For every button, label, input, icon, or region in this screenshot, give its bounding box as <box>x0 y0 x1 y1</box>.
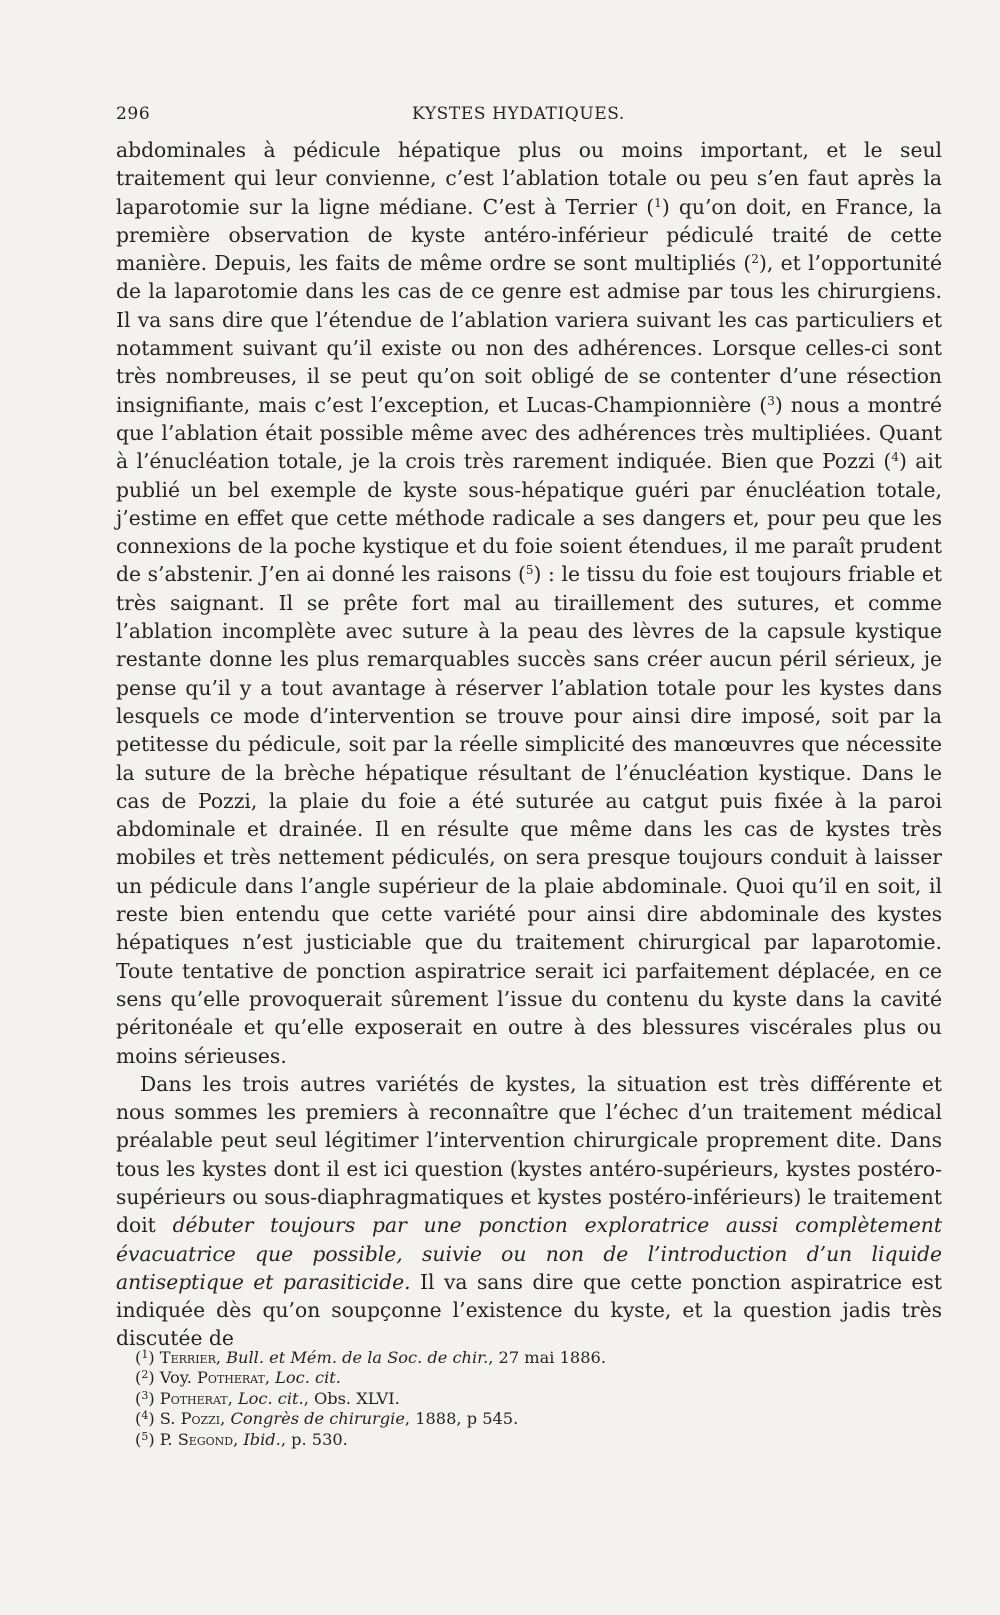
footnote-ref: 4 <box>891 450 899 465</box>
text-run: ), et l’opportunité de la laparotomie dans les cas de ce genre est admise par tous les chirurgiens. Il va sans dire que l’étendue de l’ablation variera suivant les cas particuliers et notamment suivant qu’il existe ou non des adhérences. Lorsque celles-ci sont très nombreuses, il se peut qu’on soit obligé de se contenter d’une résection insignifiante, mais c’est l’exception, et Lucas-Championnière ( <box>116 251 942 417</box>
footnote-separator: , <box>227 1388 238 1408</box>
page-number: 296 <box>116 104 151 124</box>
text-run: ) ait publié un bel exemple de kyste sous-hépatique guéri par énucléation totale, j’estime en effet que cette méthode radicale a ses dangers et, pour peu que les connexions de la poche kystique et du foie soient étendues, il me paraît prudent de s’abstenir. J’en ai donné les raisons ( <box>116 449 942 587</box>
footnote-author: Terrier <box>159 1348 216 1367</box>
footnote-ref: 2 <box>751 252 759 267</box>
footnote-5: ($^5$) P. Segond, Ibid., p. 530. <box>135 1429 348 1449</box>
footnote-rest: , 27 mai 1886. <box>488 1348 606 1367</box>
footnote-number: 2 <box>141 1368 149 1382</box>
paragraph-1 <box>116 136 942 1070</box>
footnote-author: Potherat <box>197 1368 265 1388</box>
footnote-reference: Loc. cit. <box>237 1388 304 1408</box>
body-text <box>116 136 942 1353</box>
footnote-separator: , <box>215 1348 227 1367</box>
footnote-reference: Congrès de chirurgie <box>230 1409 405 1429</box>
text-run: Il va sans dire que cette ponction aspiratrice est indiquée dès qu’on soupçonne l’existence du kyste, et la question jadis très discutée de <box>116 1269 942 1351</box>
footnote-separator: , <box>220 1409 231 1429</box>
footnote-ref: 1 <box>654 195 662 210</box>
footnote-author: Segond <box>177 1429 234 1449</box>
footnote-prefix: Voy. <box>159 1368 198 1388</box>
text-run: abdominales à pédicule hépatique plus ou moins important, et le seul traitement qui leur convienne, c’est l’ablation totale ou peu s’en faut après la laparotomie sur la ligne médiane. C’est à Terrier ( <box>116 138 942 219</box>
text-run: Dans les trois autres variétés de kystes, la situation est très différente et nous sommes les premiers à reconnaître que l’échec d’un traitement médical préalable peut seul légitimer l’intervention chirurgicale proprement dite. Dans tous les kystes dont il est ici question (kystes antéro-supérieurs, kystes postéro-supérieurs ou sous-diaphragmatiques et kystes postéro-inférieurs) le traitement doit <box>116 1071 942 1238</box>
footnote-number: 1 <box>141 1348 149 1361</box>
footnote-1: ($^1$) Terrier, Bull. et Mém. de la Soc. de chir., 27 mai 1886. <box>135 1348 606 1367</box>
footnote-rest: , 1888, p 545. <box>404 1409 519 1429</box>
footnote-reference: Bull. et Mém. de la Soc. de chir. <box>226 1348 489 1367</box>
footnote-number: 5 <box>141 1429 149 1443</box>
footnote-separator: , <box>264 1368 276 1388</box>
footnote-ref: 3 <box>767 393 775 408</box>
footnote-rest: , p. 530. <box>280 1429 348 1449</box>
footnote-author: Pozzi <box>180 1409 221 1429</box>
text-run: ) nous a montré que l’ablation était possible même avec des adhérences très multipliées. Quant à l’énucléation totale, je la crois très rarement indiquée. Bien que Pozzi ( <box>116 392 942 474</box>
footnote-prefix: S. <box>159 1409 181 1429</box>
footnote-author: Potherat <box>159 1388 228 1408</box>
footnote-2: ($^2$) Voy. Potherat, Loc. cit. <box>135 1368 341 1388</box>
footnote-4: ($^4$) S. Pozzi, Congrès de chirurgie, 1888, p 545. <box>135 1409 519 1429</box>
emphasized-text: débuter toujours par une ponction exploratrice aussi complètement évacuatrice que possible, suivie ou non de l’introduction d’un liquide antiseptique et parasiticide. <box>116 1213 942 1294</box>
footnote-prefix: P. <box>159 1429 178 1449</box>
text-run: ) qu’on doit, en France, la première observation de kyste antéro-inférieur pédiculé traité de cette manière. Depuis, les faits de même ordre se sont multipliés ( <box>116 194 943 276</box>
footnote-separator: , <box>233 1429 244 1449</box>
footnote-reference: Ibid. <box>243 1429 281 1449</box>
paragraph-2 <box>116 1070 942 1353</box>
text-run: ) : le tissu du foie est toujours friable et très saignant. Il se prête fort mal au tiraillement des sutures, et comme l’ablation incomplète avec suture à la peau des lèvres de la capsule kystique restante donne les plus remarquables succès sans créer aucun péril sérieux, je pense qu’il y a tout avantage à réserver l’ablation totale pour les kystes dans lesquels ce mode d’intervention se trouve pour ainsi dire imposé, soit par la petitesse du pédicule, soit par la réelle simplicité des manœuvres que nécessite la suture de la brèche hépatique résultant de l’énucléation kystique. Dans le cas de Pozzi, la plaie du foie a été suturée au catgut puis fixée à la paroi abdominale et drainée. Il en résulte que même dans les cas de kystes très mobiles et très nettement pédiculés, on sera presque toujours conduit à laisser un pédicule dans l’angle supérieur de la plaie abdominale. Quoi qu’il en soit, il reste bien entendu que cette variété pour ainsi dire abdominale des kystes hépatiques n’est justiciable que du traitement chirurgical par laparotomie. Toute tentative de ponction aspiratrice serait ici parfaitement déplacée, en ce sens qu’elle provoquerait sûrement l’issue du contenu du kyste dans la cavité péritonéale et qu’elle exposerait en outre à des blessures viscérales plus ou moins sérieuses. <box>116 562 942 1068</box>
footnote-rest: , Obs. XLVI. <box>303 1388 400 1408</box>
footnotes <box>135 1348 935 1450</box>
footnote-3: ($^3$) Potherat, Loc. cit., Obs. XLVI. <box>135 1388 400 1408</box>
footnote-ref: 5 <box>525 563 534 578</box>
footnote-number: 4 <box>141 1409 149 1423</box>
running-title: KYSTES HYDATIQUES. <box>412 104 625 124</box>
footnote-reference: Loc. cit. <box>275 1368 341 1388</box>
footnote-number: 3 <box>141 1388 149 1402</box>
